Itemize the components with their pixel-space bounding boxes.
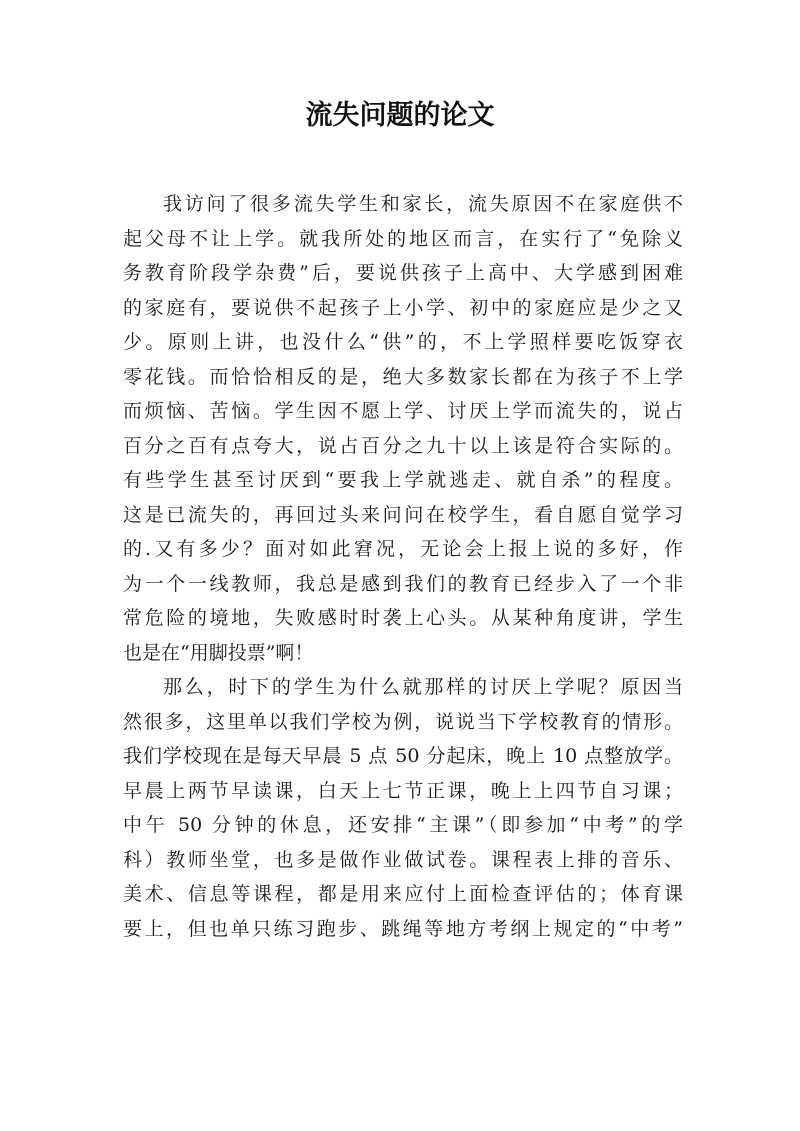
text-line: 早晨上两节早读课，白天上七节正课，晚上上四节自习课； bbox=[123, 779, 683, 802]
text-line: 的.又有多少？面对如此窘况，无论会上报上说的多好，作 bbox=[123, 538, 683, 560]
text-line: 为一个一线教师，我总是感到我们的教育已经步入了一个非 bbox=[123, 572, 683, 595]
text-line: 零花钱。而恰恰相反的是，绝大多数家长都在为孩子不上学 bbox=[123, 365, 683, 388]
text-line: 而烦恼、苦恼。学生因不愿上学、讨厌上学而流失的，说占 bbox=[123, 400, 683, 422]
text-line: 中午 50 分钟的休息，还安排“主课”（即参加“中考”的学 bbox=[123, 814, 683, 836]
text-line: 那么，时下的学生为什么就那样的讨厌上学呢？原因当 bbox=[163, 676, 683, 698]
text-line: 务教育阶段学杂费”后，要说供孩子上高中、大学感到困难 bbox=[123, 262, 683, 284]
paragraph-1 bbox=[123, 187, 683, 670]
text-line: 美术、信息等课程，都是用来应付上面检查评估的；体育课 bbox=[123, 883, 683, 905]
paragraph-2 bbox=[123, 670, 683, 946]
text-line: 的家庭有，要说供不起孩子上小学、初中的家庭应是少之又 bbox=[123, 296, 683, 319]
text-line: 百分之百有点夸大，说占百分之九十以上该是符合实际的。 bbox=[123, 434, 683, 457]
text-line: 我们学校现在是每天早晨 5 点 50 分起床，晚上 10 点整放学。 bbox=[123, 745, 683, 767]
document-title: 流失问题的论文 bbox=[305, 100, 495, 131]
text-line: 常危险的境地，失败感时时袭上心头。从某种角度讲，学生 bbox=[123, 607, 683, 629]
text-line: 要上，但也单只练习跑步、跳绳等地方考纲上规定的“中考” bbox=[123, 917, 683, 940]
text-line: 然很多，这里单以我们学校为例，说说当下学校教育的情形。 bbox=[123, 710, 683, 733]
text-line: 这是已流失的，再回过头来问问在校学生，看自愿自觉学习 bbox=[123, 503, 683, 526]
text-line: 科）教师坐堂，也多是做作业做试卷。课程表上排的音乐、 bbox=[123, 848, 683, 871]
text-line: 少。原则上讲，也没什么“供”的，不上学照样要吃饭穿衣 bbox=[123, 331, 683, 353]
text-line: 我访问了很多流失学生和家长，流失原因不在家庭供不 bbox=[163, 193, 683, 215]
text-line: 也是在“用脚投票”啊！ bbox=[123, 641, 314, 664]
document-body bbox=[123, 187, 683, 946]
text-line: 有些学生甚至讨厌到“要我上学就逃走、就自杀”的程度。 bbox=[123, 469, 683, 491]
text-line: 起父母不让上学。就我所处的地区而言，在实行了“免除义 bbox=[123, 227, 683, 250]
